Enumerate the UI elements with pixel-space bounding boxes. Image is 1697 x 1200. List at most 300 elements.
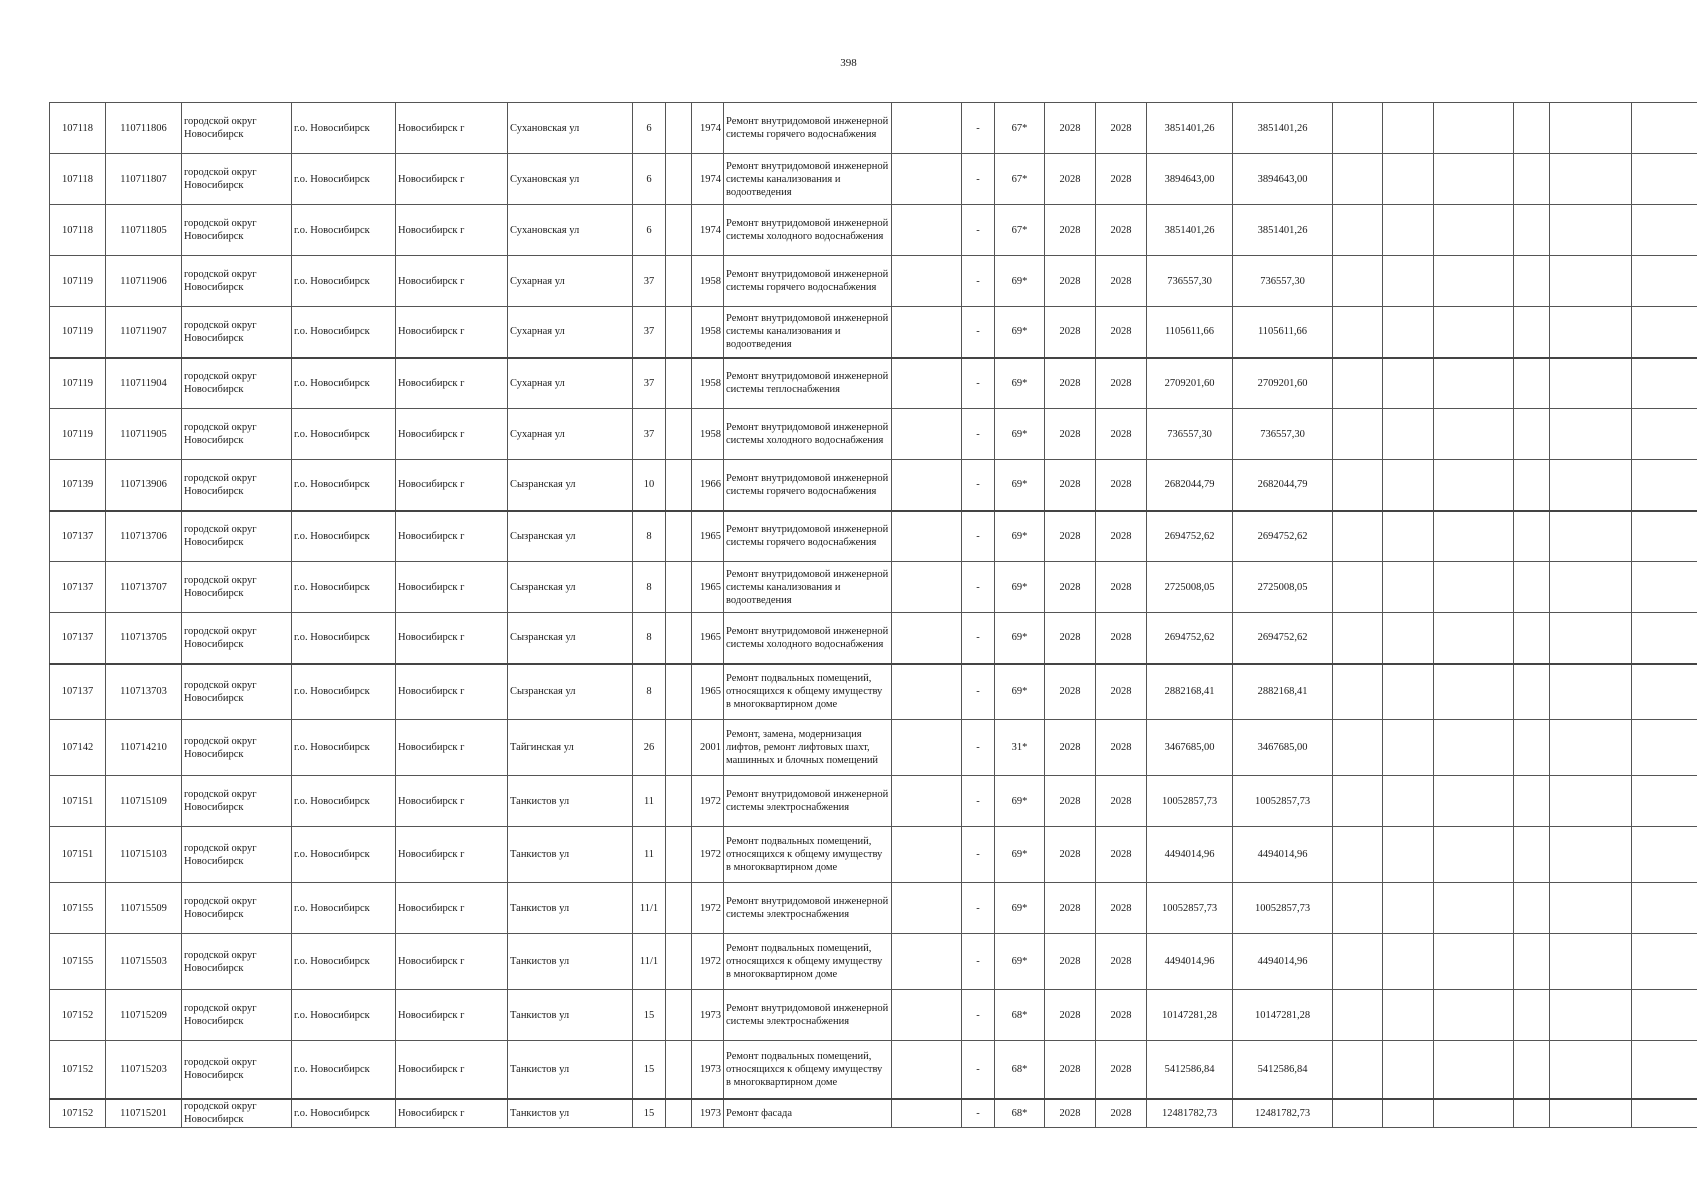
cell-municipality: городской округ Новосибирск <box>182 409 292 460</box>
cell-empty <box>1550 460 1632 511</box>
cell-building <box>666 934 692 990</box>
cell-dash: - <box>962 664 995 720</box>
cell-wear: 69* <box>995 409 1045 460</box>
cell-code: 107137 <box>50 562 106 613</box>
cell-empty <box>1333 720 1383 776</box>
cell-empty <box>1514 205 1550 256</box>
cell-municipality: городской округ Новосибирск <box>182 256 292 307</box>
cell-empty <box>1514 358 1550 409</box>
cell-municipality: городской округ Новосибирск <box>182 562 292 613</box>
cell-year-built: 1972 <box>692 827 724 883</box>
cell-empty <box>1514 1099 1550 1128</box>
cell-empty <box>1383 664 1434 720</box>
cell-city: Новосибирск г <box>396 827 508 883</box>
cell-empty <box>1434 1041 1514 1099</box>
cell-empty <box>1514 154 1550 205</box>
cell-total: 2694752,62 <box>1233 511 1333 562</box>
cell-empty <box>1632 103 1697 154</box>
cell-id: 110713706 <box>106 511 182 562</box>
cell-city: Новосибирск г <box>396 613 508 664</box>
cell-id: 110711904 <box>106 358 182 409</box>
cell-work-type: Ремонт подвальных помещений, относящихся к общему имуществу в многоквартирном доме <box>724 827 892 883</box>
cell-blank <box>892 613 962 664</box>
cell-empty <box>1514 1041 1550 1099</box>
cell-district: г.о. Новосибирск <box>292 1099 396 1128</box>
cell-year-to: 2028 <box>1096 1099 1147 1128</box>
cell-work-type: Ремонт внутридомовой инженерной системы теплоснабжения <box>724 358 892 409</box>
cell-work-type: Ремонт внутридомовой инженерной системы холодного водоснабжения <box>724 409 892 460</box>
cell-city: Новосибирск г <box>396 1041 508 1099</box>
cell-dash: - <box>962 307 995 358</box>
cell-empty <box>1550 827 1632 883</box>
table-row <box>50 827 1697 883</box>
cell-district: г.о. Новосибирск <box>292 990 396 1041</box>
cell-year-built: 1958 <box>692 358 724 409</box>
cell-empty <box>1333 776 1383 827</box>
cell-house: 26 <box>633 720 666 776</box>
cell-street: Сызранская ул <box>508 511 633 562</box>
cell-id: 110711907 <box>106 307 182 358</box>
cell-empty <box>1632 460 1697 511</box>
cell-building <box>666 154 692 205</box>
cell-house: 37 <box>633 256 666 307</box>
cell-empty <box>1550 154 1632 205</box>
cell-total: 2725008,05 <box>1233 562 1333 613</box>
cell-street: Сызранская ул <box>508 460 633 511</box>
table-row <box>50 409 1697 460</box>
cell-district: г.о. Новосибирск <box>292 776 396 827</box>
cell-building <box>666 103 692 154</box>
cell-cost: 12481782,73 <box>1147 1099 1233 1128</box>
cell-year-to: 2028 <box>1096 664 1147 720</box>
cell-total: 5412586,84 <box>1233 1041 1333 1099</box>
cell-empty <box>1333 358 1383 409</box>
cell-id: 110711807 <box>106 154 182 205</box>
cell-id: 110715201 <box>106 1099 182 1128</box>
cell-year-from: 2028 <box>1045 562 1096 613</box>
cell-blank <box>892 1099 962 1128</box>
cell-house: 6 <box>633 205 666 256</box>
cell-city: Новосибирск г <box>396 883 508 934</box>
cell-year-from: 2028 <box>1045 827 1096 883</box>
cell-year-from: 2028 <box>1045 460 1096 511</box>
cell-total: 4494014,96 <box>1233 827 1333 883</box>
cell-empty <box>1632 511 1697 562</box>
cell-empty <box>1434 307 1514 358</box>
cell-blank <box>892 990 962 1041</box>
cell-street: Сызранская ул <box>508 664 633 720</box>
cell-empty <box>1333 934 1383 990</box>
cell-work-type: Ремонт внутридомовой инженерной системы канализования и водоотведения <box>724 307 892 358</box>
cell-district: г.о. Новосибирск <box>292 409 396 460</box>
cell-district: г.о. Новосибирск <box>292 154 396 205</box>
table-row <box>50 1041 1697 1099</box>
cell-empty <box>1632 562 1697 613</box>
cell-dash: - <box>962 720 995 776</box>
cell-empty <box>1514 307 1550 358</box>
cell-wear: 69* <box>995 934 1045 990</box>
cell-year-from: 2028 <box>1045 409 1096 460</box>
cell-cost: 4494014,96 <box>1147 827 1233 883</box>
cell-municipality: городской округ Новосибирск <box>182 827 292 883</box>
cell-municipality: городской округ Новосибирск <box>182 990 292 1041</box>
cell-code: 107155 <box>50 883 106 934</box>
cell-empty <box>1550 409 1632 460</box>
cell-dash: - <box>962 934 995 990</box>
cell-empty <box>1333 562 1383 613</box>
cell-dash: - <box>962 103 995 154</box>
cell-empty <box>1383 562 1434 613</box>
cell-code: 107118 <box>50 103 106 154</box>
cell-code: 107119 <box>50 409 106 460</box>
cell-empty <box>1434 664 1514 720</box>
cell-empty <box>1434 511 1514 562</box>
cell-municipality: городской округ Новосибирск <box>182 358 292 409</box>
cell-house: 8 <box>633 664 666 720</box>
cell-year-built: 1965 <box>692 664 724 720</box>
cell-building <box>666 883 692 934</box>
cell-empty <box>1333 256 1383 307</box>
table-row <box>50 307 1697 358</box>
cell-year-built: 1958 <box>692 256 724 307</box>
cell-empty <box>1550 720 1632 776</box>
cell-year-built: 2001 <box>692 720 724 776</box>
cell-empty <box>1550 256 1632 307</box>
cell-empty <box>1514 409 1550 460</box>
cell-house: 8 <box>633 511 666 562</box>
cell-empty <box>1434 154 1514 205</box>
cell-blank <box>892 883 962 934</box>
cell-empty <box>1333 827 1383 883</box>
cell-cost: 2694752,62 <box>1147 613 1233 664</box>
table-row <box>50 103 1697 154</box>
cell-empty <box>1632 990 1697 1041</box>
cell-dash: - <box>962 990 995 1041</box>
cell-empty <box>1434 883 1514 934</box>
cell-district: г.о. Новосибирск <box>292 827 396 883</box>
cell-total: 12481782,73 <box>1233 1099 1333 1128</box>
cell-code: 107155 <box>50 934 106 990</box>
cell-cost: 10052857,73 <box>1147 883 1233 934</box>
cell-empty <box>1434 460 1514 511</box>
cell-empty <box>1434 720 1514 776</box>
cell-dash: - <box>962 205 995 256</box>
cell-empty <box>1632 1099 1697 1128</box>
cell-city: Новосибирск г <box>396 307 508 358</box>
cell-empty <box>1383 990 1434 1041</box>
cell-year-built: 1973 <box>692 1099 724 1128</box>
table-row <box>50 1099 1697 1128</box>
cell-code: 107119 <box>50 358 106 409</box>
cell-year-built: 1974 <box>692 205 724 256</box>
cell-city: Новосибирск г <box>396 409 508 460</box>
cell-municipality: городской округ Новосибирск <box>182 720 292 776</box>
cell-house: 6 <box>633 154 666 205</box>
cell-year-to: 2028 <box>1096 883 1147 934</box>
cell-dash: - <box>962 827 995 883</box>
cell-blank <box>892 103 962 154</box>
cell-empty <box>1434 103 1514 154</box>
cell-year-from: 2028 <box>1045 358 1096 409</box>
cell-id: 110713906 <box>106 460 182 511</box>
cell-district: г.о. Новосибирск <box>292 205 396 256</box>
cell-empty <box>1434 205 1514 256</box>
cell-house: 11/1 <box>633 934 666 990</box>
table-row <box>50 990 1697 1041</box>
cell-building <box>666 511 692 562</box>
table-row <box>50 358 1697 409</box>
cell-wear: 69* <box>995 827 1045 883</box>
cell-empty <box>1333 307 1383 358</box>
cell-year-to: 2028 <box>1096 562 1147 613</box>
cell-id: 110713705 <box>106 613 182 664</box>
cell-empty <box>1514 562 1550 613</box>
cell-empty <box>1550 664 1632 720</box>
cell-year-to: 2028 <box>1096 307 1147 358</box>
cell-empty <box>1514 511 1550 562</box>
cell-empty <box>1550 205 1632 256</box>
cell-empty <box>1550 307 1632 358</box>
cell-district: г.о. Новосибирск <box>292 883 396 934</box>
cell-code: 107151 <box>50 827 106 883</box>
cell-municipality: городской округ Новосибирск <box>182 613 292 664</box>
cell-municipality: городской округ Новосибирск <box>182 205 292 256</box>
cell-year-to: 2028 <box>1096 613 1147 664</box>
cell-year-to: 2028 <box>1096 511 1147 562</box>
cell-total: 1105611,66 <box>1233 307 1333 358</box>
cell-year-to: 2028 <box>1096 205 1147 256</box>
cell-cost: 5412586,84 <box>1147 1041 1233 1099</box>
cell-municipality: городской округ Новосибирск <box>182 776 292 827</box>
cell-house: 15 <box>633 1099 666 1128</box>
cell-empty <box>1550 776 1632 827</box>
cell-building <box>666 613 692 664</box>
cell-empty <box>1383 827 1434 883</box>
cell-year-to: 2028 <box>1096 154 1147 205</box>
cell-empty <box>1434 1099 1514 1128</box>
cell-work-type: Ремонт внутридомовой инженерной системы холодного водоснабжения <box>724 613 892 664</box>
cell-district: г.о. Новосибирск <box>292 1041 396 1099</box>
cell-total: 4494014,96 <box>1233 934 1333 990</box>
cell-empty <box>1333 990 1383 1041</box>
cell-year-from: 2028 <box>1045 720 1096 776</box>
cell-empty <box>1632 827 1697 883</box>
cell-total: 10052857,73 <box>1233 883 1333 934</box>
cell-year-built: 1972 <box>692 883 724 934</box>
cell-year-built: 1973 <box>692 990 724 1041</box>
cell-id: 110715203 <box>106 1041 182 1099</box>
cell-house: 6 <box>633 103 666 154</box>
cell-year-built: 1965 <box>692 562 724 613</box>
cell-empty <box>1632 720 1697 776</box>
cell-id: 110715109 <box>106 776 182 827</box>
cell-empty <box>1383 154 1434 205</box>
cell-city: Новосибирск г <box>396 664 508 720</box>
cell-empty <box>1383 103 1434 154</box>
cell-street: Сухарная ул <box>508 256 633 307</box>
cell-street: Танкистов ул <box>508 1041 633 1099</box>
cell-building <box>666 460 692 511</box>
cell-wear: 31* <box>995 720 1045 776</box>
table-row <box>50 562 1697 613</box>
cell-dash: - <box>962 358 995 409</box>
cell-id: 110715103 <box>106 827 182 883</box>
cell-empty <box>1514 883 1550 934</box>
cell-empty <box>1632 664 1697 720</box>
cell-empty <box>1550 613 1632 664</box>
cell-house: 11 <box>633 827 666 883</box>
cell-empty <box>1333 103 1383 154</box>
cell-empty <box>1333 664 1383 720</box>
cell-house: 11/1 <box>633 883 666 934</box>
cell-work-type: Ремонт подвальных помещений, относящихся к общему имуществу в многоквартирном доме <box>724 1041 892 1099</box>
cell-municipality: городской округ Новосибирск <box>182 1041 292 1099</box>
cell-id: 110711906 <box>106 256 182 307</box>
cell-empty <box>1383 256 1434 307</box>
cell-municipality: городской округ Новосибирск <box>182 460 292 511</box>
cell-city: Новосибирск г <box>396 103 508 154</box>
cell-building <box>666 256 692 307</box>
cell-empty <box>1333 409 1383 460</box>
capital-repair-table <box>49 102 1697 1128</box>
cell-building <box>666 664 692 720</box>
cell-cost: 3851401,26 <box>1147 205 1233 256</box>
cell-dash: - <box>962 256 995 307</box>
cell-id: 110714210 <box>106 720 182 776</box>
cell-wear: 69* <box>995 256 1045 307</box>
cell-empty <box>1514 664 1550 720</box>
cell-year-from: 2028 <box>1045 776 1096 827</box>
cell-wear: 69* <box>995 307 1045 358</box>
table-row <box>50 511 1697 562</box>
cell-wear: 68* <box>995 1099 1045 1128</box>
cell-blank <box>892 205 962 256</box>
cell-wear: 67* <box>995 205 1045 256</box>
cell-house: 8 <box>633 613 666 664</box>
cell-blank <box>892 307 962 358</box>
cell-empty <box>1434 358 1514 409</box>
cell-empty <box>1333 460 1383 511</box>
cell-city: Новосибирск г <box>396 154 508 205</box>
cell-empty <box>1333 883 1383 934</box>
cell-code: 107152 <box>50 990 106 1041</box>
cell-cost: 3851401,26 <box>1147 103 1233 154</box>
cell-district: г.о. Новосибирск <box>292 103 396 154</box>
cell-id: 110713703 <box>106 664 182 720</box>
cell-work-type: Ремонт подвальных помещений, относящихся к общему имуществу в многоквартирном доме <box>724 664 892 720</box>
cell-year-built: 1972 <box>692 776 724 827</box>
table-row <box>50 776 1697 827</box>
cell-city: Новосибирск г <box>396 1099 508 1128</box>
cell-empty <box>1434 934 1514 990</box>
cell-year-built: 1972 <box>692 934 724 990</box>
cell-year-from: 2028 <box>1045 1099 1096 1128</box>
cell-street: Сухарная ул <box>508 307 633 358</box>
cell-code: 107118 <box>50 154 106 205</box>
cell-building <box>666 827 692 883</box>
cell-empty <box>1383 1041 1434 1099</box>
cell-empty <box>1514 990 1550 1041</box>
cell-year-from: 2028 <box>1045 154 1096 205</box>
cell-empty <box>1550 1099 1632 1128</box>
cell-empty <box>1383 613 1434 664</box>
cell-wear: 69* <box>995 776 1045 827</box>
cell-blank <box>892 664 962 720</box>
cell-building <box>666 205 692 256</box>
cell-street: Танкистов ул <box>508 776 633 827</box>
cell-cost: 736557,30 <box>1147 256 1233 307</box>
cell-cost: 2882168,41 <box>1147 664 1233 720</box>
table-row <box>50 154 1697 205</box>
cell-year-to: 2028 <box>1096 720 1147 776</box>
cell-city: Новосибирск г <box>396 358 508 409</box>
cell-wear: 69* <box>995 460 1045 511</box>
cell-wear: 69* <box>995 883 1045 934</box>
cell-year-from: 2028 <box>1045 613 1096 664</box>
cell-district: г.о. Новосибирск <box>292 934 396 990</box>
cell-wear: 67* <box>995 103 1045 154</box>
cell-dash: - <box>962 511 995 562</box>
cell-id: 110713707 <box>106 562 182 613</box>
cell-dash: - <box>962 562 995 613</box>
cell-blank <box>892 1041 962 1099</box>
cell-empty <box>1632 154 1697 205</box>
cell-district: г.о. Новосибирск <box>292 307 396 358</box>
cell-city: Новосибирск г <box>396 776 508 827</box>
cell-dash: - <box>962 409 995 460</box>
cell-total: 2694752,62 <box>1233 613 1333 664</box>
cell-empty <box>1550 1041 1632 1099</box>
cell-dash: - <box>962 154 995 205</box>
cell-work-type: Ремонт внутридомовой инженерной системы канализования и водоотведения <box>724 154 892 205</box>
cell-code: 107119 <box>50 307 106 358</box>
cell-wear: 69* <box>995 664 1045 720</box>
cell-total: 3467685,00 <box>1233 720 1333 776</box>
cell-total: 3894643,00 <box>1233 154 1333 205</box>
table-row <box>50 205 1697 256</box>
table-row <box>50 720 1697 776</box>
cell-district: г.о. Новосибирск <box>292 460 396 511</box>
cell-city: Новосибирск г <box>396 934 508 990</box>
cell-empty <box>1550 562 1632 613</box>
cell-cost: 2694752,62 <box>1147 511 1233 562</box>
cell-total: 2882168,41 <box>1233 664 1333 720</box>
cell-empty <box>1383 720 1434 776</box>
cell-work-type: Ремонт фасада <box>724 1099 892 1128</box>
cell-code: 107152 <box>50 1099 106 1128</box>
cell-year-to: 2028 <box>1096 990 1147 1041</box>
cell-city: Новосибирск г <box>396 562 508 613</box>
cell-year-built: 1965 <box>692 613 724 664</box>
cell-work-type: Ремонт внутридомовой инженерной системы электроснабжения <box>724 883 892 934</box>
cell-house: 37 <box>633 358 666 409</box>
cell-empty <box>1333 613 1383 664</box>
cell-municipality: городской округ Новосибирск <box>182 511 292 562</box>
cell-empty <box>1550 934 1632 990</box>
cell-empty <box>1333 511 1383 562</box>
cell-work-type: Ремонт подвальных помещений, относящихся к общему имуществу в многоквартирном доме <box>724 934 892 990</box>
cell-year-to: 2028 <box>1096 460 1147 511</box>
cell-building <box>666 409 692 460</box>
cell-municipality: городской округ Новосибирск <box>182 934 292 990</box>
cell-empty <box>1550 883 1632 934</box>
cell-municipality: городской округ Новосибирск <box>182 307 292 358</box>
cell-blank <box>892 562 962 613</box>
cell-blank <box>892 256 962 307</box>
cell-empty <box>1632 256 1697 307</box>
cell-house: 37 <box>633 409 666 460</box>
cell-street: Сухарная ул <box>508 409 633 460</box>
